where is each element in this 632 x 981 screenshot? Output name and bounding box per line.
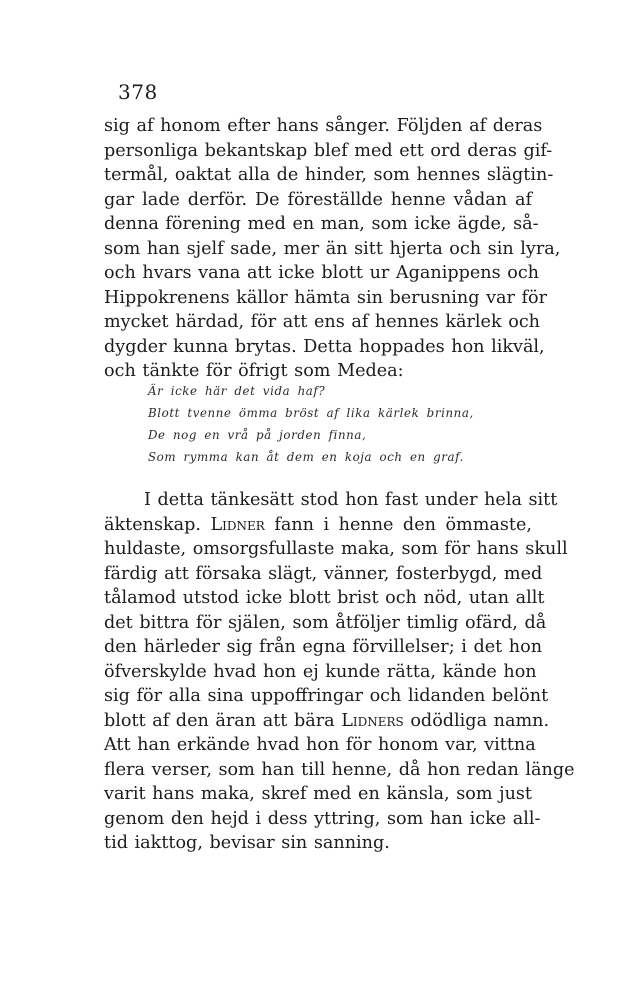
text-line: dygder kunna brytas. Detta hoppades hon likväl, [104,336,545,357]
text-line [104,513,532,538]
text-line: flera verser, som han till henne, då hon redan länge [104,759,575,780]
verse-line: De nog en vrå på jorden finna, [148,428,367,442]
text-line: sig för alla sina uppoffringar och lidanden belönt [104,686,549,706]
text-line: öfverskylde hvad hon ej kunde rätta, kände hon [104,661,537,682]
text-line: det bittra för själen, som åtföljer timlig ofärd, då [104,612,547,633]
text-line: som han sjelf sade, mer än sitt hjerta och sin lyra, [104,238,561,259]
text-line: I detta tänkesätt stod hon fast under hela sitt [144,490,558,510]
text-line: den härleder sig från egna förvillelser; i det hon [104,637,543,657]
verse-line: Blott tvenne ömma bröst af lika kärlek brinna, [148,406,474,420]
text-line: huldaste, omsorgsfullaste maka, som för hans skull [104,539,568,559]
text-line [104,709,550,734]
page-number: 378 [118,80,158,104]
verse-line: Är icke här det vida haf? [148,384,326,398]
line-text: blott af den äran att bära [104,710,342,731]
text-line: tålamod utstod icke blott brist och nöd, utan allt [104,588,545,608]
text-line: färdig att försaka slägt, vänner, fosterbygd, med [104,563,543,584]
paragraph-1 [104,114,561,384]
text-line: och tänkte för öfrigt som Medea: [104,361,404,381]
text-line: personliga bekantskap blef med ett ord deras gif- [104,140,553,161]
text-line: Hippokrenens källor hämta sin berusning var för [104,287,548,308]
author-name: Lidner [210,514,265,535]
text-line: sig af honom efter hans sånger. Följden af deras [104,116,543,136]
line-text: fann i henne den ömmaste, [264,514,532,535]
line-text: odödliga namn. [403,710,550,731]
text-line: denna förening med en man, som icke ägde, så- [104,214,539,234]
text-line: varit hans maka, skref med en känsla, som just [104,784,532,804]
text-line: termål, oaktat alla de hinder, som hennes slägtin- [104,165,554,185]
text-line: tid iakttog, bevisar sin sanning. [104,833,390,853]
verse-quote [148,380,474,468]
paragraph-2 [104,488,575,856]
text-line: mycket härdad, för att ens af hennes kärlek och [104,312,540,332]
text-line: och hvars vana att icke blott ur Aganippens och [104,263,540,283]
text-line: Att han erkände hvad hon för honom var, vittna [104,735,536,755]
text-line: gar lade derför. De föreställde henne vådan af [104,189,532,210]
text-line: genom den hejd i dess yttring, som han icke all- [104,808,541,829]
line-text: äktenskap. [104,514,211,535]
author-name: Lidners [341,710,404,731]
verse-line: Som rymma kan åt dem en koja och en graf. [148,450,465,464]
